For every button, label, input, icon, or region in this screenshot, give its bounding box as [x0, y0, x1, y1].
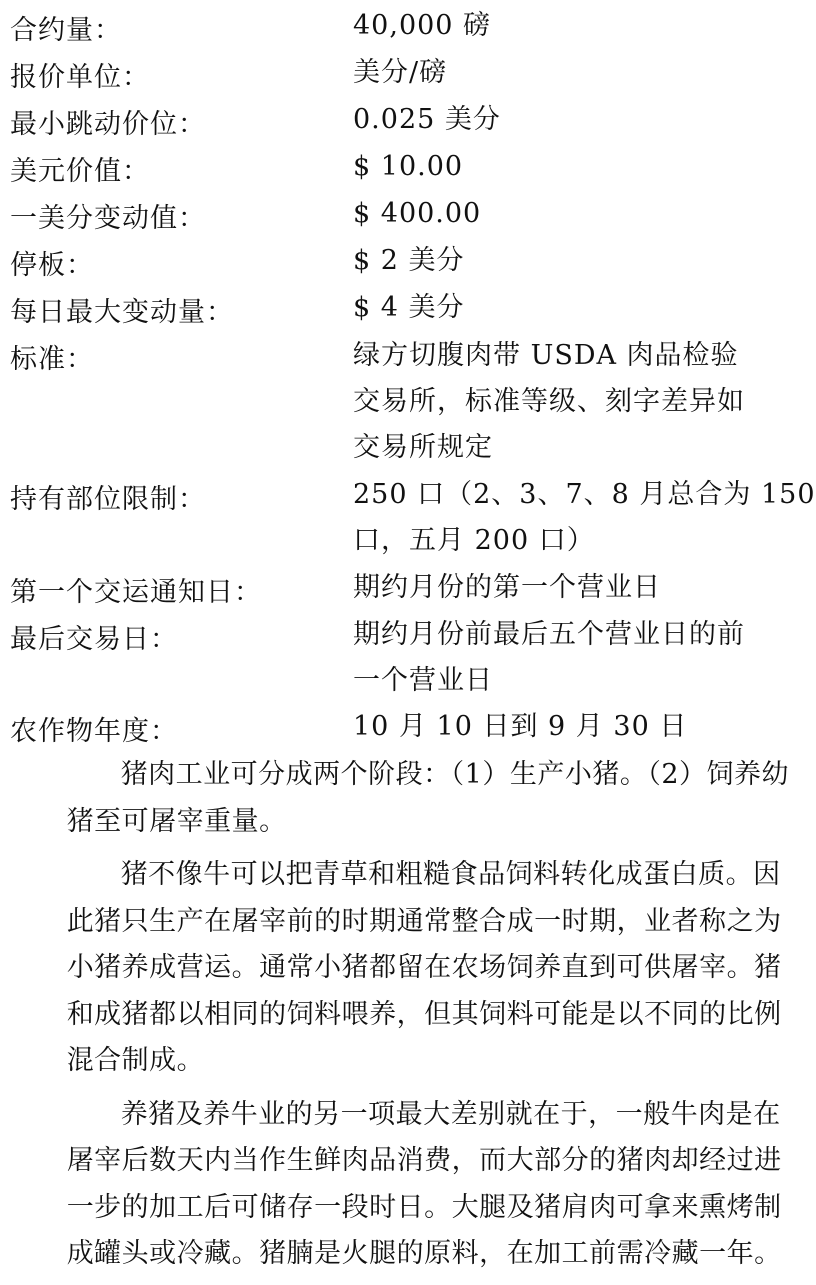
spec-value	[353, 97, 748, 143]
spec-value-line: 期约月份的第一个营业日	[353, 572, 661, 603]
spec-label: 每日最大变动量：	[10, 297, 234, 328]
spec-label: 最小跳动价位：	[10, 109, 206, 140]
spec-label: 停板：	[10, 250, 94, 281]
spec-label: 持有部位限制：	[10, 484, 206, 515]
spec-value-line: 一个营业日	[353, 665, 493, 696]
spec-value	[353, 144, 748, 190]
spec-value-line: 交易所规定	[353, 432, 493, 463]
paragraph-line: 一步的加工后可储存一段时日。大腿及猪肩肉可拿来熏烤制	[66, 1191, 782, 1223]
spec-value-line: $ 2 美分	[353, 245, 465, 276]
paragraph-line: 屠宰后数天内当作生鲜肉品消费，而大部分的猪肉却经过进	[66, 1145, 782, 1176]
spec-value-line: 期约月份前最后五个营业日的前	[353, 619, 745, 650]
paragraph-line: 猪不像牛可以把青草和粗糙食品饲料转化成蛋白质。因	[120, 859, 781, 890]
spec-value	[353, 285, 748, 331]
spec-value-line: 250 口（2、3、7、8 月总合为 150	[353, 479, 816, 510]
paragraph	[10, 1092, 782, 1278]
paragraph	[10, 852, 782, 1085]
spec-label: 美元价值：	[10, 156, 150, 187]
spec-label: 第一个交运通知日：	[10, 577, 262, 608]
spec-value-line: $ 10.00	[353, 151, 464, 182]
spec-value	[353, 191, 748, 237]
spec-value	[353, 333, 748, 471]
spec-value-line: 美分/磅	[353, 57, 448, 88]
paragraph-line: 成罐头或冷藏。猪腩是火腿的原料，在加工前需冷藏一年。	[66, 1238, 782, 1269]
body-text	[10, 752, 790, 1285]
spec-label: 最后交易日：	[10, 624, 178, 655]
paragraph-line: 猪肉工业可分成两个阶段：（1）生产小猪。（2）饲养幼	[120, 759, 790, 790]
spec-label: 合约量：	[10, 15, 122, 46]
spec-value-line: 绿方切腹肉带 USDA 肉品检验	[353, 340, 739, 371]
spec-label: 一美分变动值：	[10, 203, 206, 234]
spec-value	[353, 3, 748, 49]
spec-value-line: $ 400.00	[353, 198, 482, 229]
spec-value-line: 口，五月 200 口）	[353, 525, 595, 556]
spec-value-line: 40,000 磅	[353, 10, 492, 41]
paragraph	[10, 752, 790, 845]
spec-value	[353, 704, 748, 750]
spec-value	[353, 50, 748, 96]
paragraph-line: 混合制成。	[66, 1045, 205, 1076]
paragraph-line: 和成猪都以相同的饲料喂养，但其饲料可能是以不同的比例	[66, 998, 782, 1030]
spec-value	[353, 612, 748, 704]
spec-value	[353, 238, 748, 284]
spec-value	[353, 565, 748, 611]
paragraph-line: 此猪只生产在屠宰前的时期通常整合成一时期，业者称之为	[66, 905, 782, 937]
paragraph-line: 小猪养成营运。通常小猪都留在农场饲养直到可供屠宰。猪	[66, 952, 782, 983]
spec-value	[353, 472, 816, 564]
spec-label: 农作物年度：	[10, 716, 178, 747]
spec-value-line: 0.025 美分	[353, 104, 501, 135]
spec-value-line: $ 4 美分	[353, 292, 465, 323]
spec-label: 标准：	[10, 344, 94, 375]
paragraph-line: 养猪及养牛业的另一项最大差别就在于，一般牛肉是在	[120, 1098, 781, 1130]
spec-value-line: 交易所，标准等级、刻字差异如	[353, 386, 745, 417]
spec-label: 报价单位：	[10, 62, 150, 93]
spec-value-line: 10 月 10 日到 9 月 30 日	[353, 711, 688, 742]
paragraph-line: 猪至可屠宰重量。	[66, 805, 287, 837]
